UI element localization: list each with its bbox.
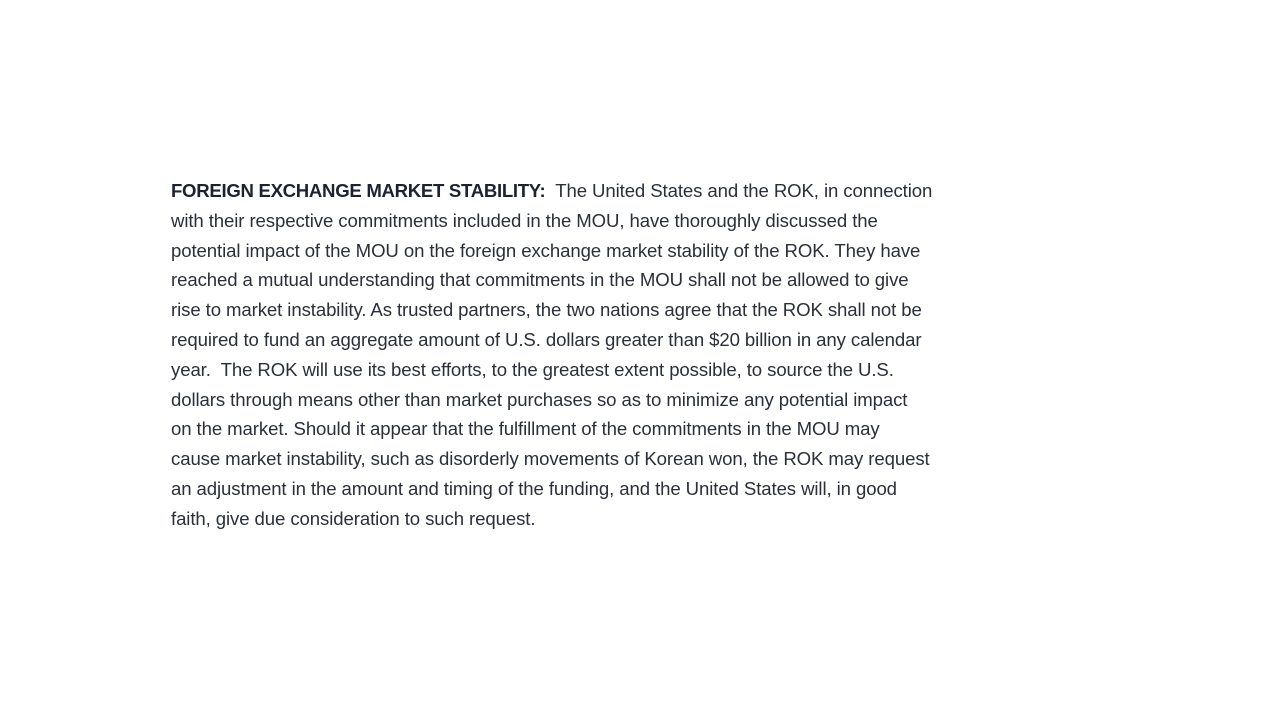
paragraph-line-6: required to fund an aggregate amount of U.S. dollars greater than $20 billion in any calendar [171, 328, 922, 350]
paragraph-line-8: dollars through means other than market purchases so as to minimize any potential impact [171, 388, 908, 410]
paragraph-line-4: reached a mutual understanding that commitments in the MOU shall not be allowed to give [171, 269, 909, 291]
fx-stability-paragraph [171, 176, 976, 534]
section-heading: FOREIGN EXCHANGE MARKET STABILITY: [171, 180, 546, 201]
paragraph-text: The United States and the ROK, in connection [555, 180, 933, 201]
paragraph-line-5: rise to market instability. As trusted partners, the two nations agree that the ROK shall not be [171, 299, 922, 321]
paragraph-line-7: year. The ROK will use its best efforts, to the greatest extent possible, to source the U.S. [171, 358, 894, 380]
paragraph-line-2: with their respective commitments included in the MOU, have thoroughly discussed the [171, 209, 878, 231]
paragraph-line-10: cause market instability, such as disorderly movements of Korean won, the ROK may request [171, 448, 930, 470]
paragraph-line-11: an adjustment in the amount and timing of the funding, and the United States will, in good [171, 477, 897, 499]
paragraph-line-1 [171, 176, 976, 206]
paragraph-line-12: faith, give due consideration to such request. [171, 507, 536, 529]
paragraph-line-9: on the market. Should it appear that the fulfillment of the commitments in the MOU may [171, 418, 880, 440]
paragraph-line-3: potential impact of the MOU on the foreign exchange market stability of the ROK. They have [171, 239, 921, 261]
